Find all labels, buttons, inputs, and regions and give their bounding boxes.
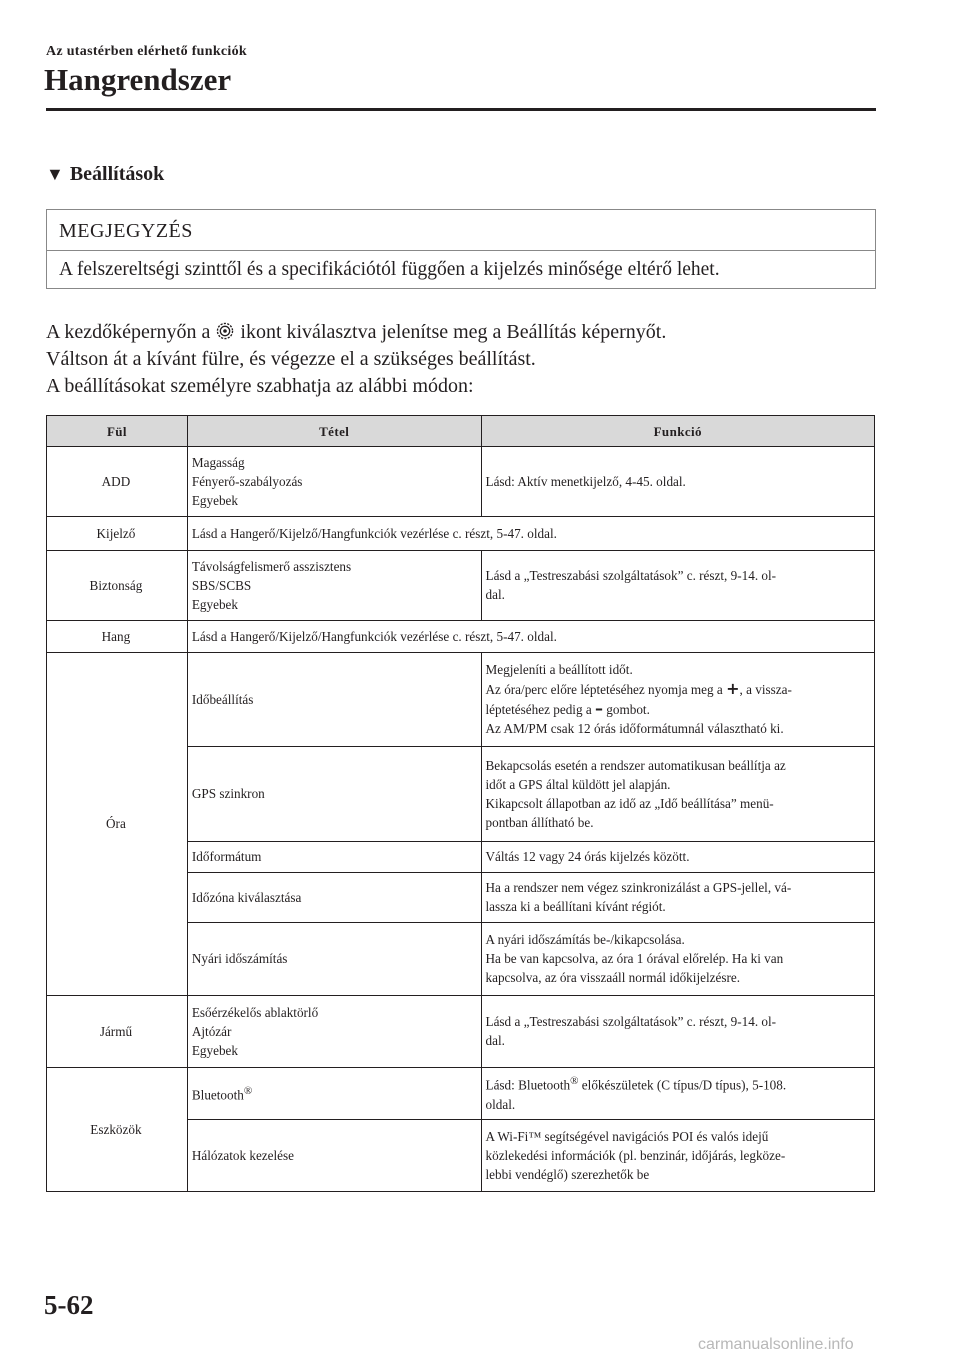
function-line: pontban állítható be. [485,814,594,830]
item-cell: Bluetooth® [187,1068,481,1120]
item-line: SBS/SCBS [191,577,252,593]
tab-cell-kijelzo: Kijelző [47,517,188,551]
function-line: időt a GPS által küldött jel alapján. [485,776,671,792]
table-row [47,447,875,517]
item-line: Fényerő-szabályozás [191,473,303,489]
intro-line-3: A beállításokat személyre szabhatja az alábbi módon: [46,375,474,397]
page-number: 5-62 [44,1290,94,1320]
chapter-label: Az utastérben elérhető funkciók [46,44,247,59]
function-line: lebbi vendéglő) szerezhetők be [485,1166,650,1182]
function-line: Bekapcsolás esetén a rendszer automatikusan beállítja az [485,757,786,773]
item-line: Magasság [191,454,245,470]
item-line: Távolságfelismerő asszisztens [191,558,352,574]
header-rule [46,108,876,111]
gear-icon [216,322,234,340]
function-line: léptetéséhez pedig a – gombot. [485,699,650,718]
function-cell [481,1120,874,1192]
section-heading [46,163,164,186]
function-line: Lásd a „Testreszabási szolgáltatások” c. részt, 9-14. ol- [485,568,777,583]
function-cell: Lásd: Aktív menetkijelző, 4-45. oldal. [481,447,874,517]
function-cell [481,873,874,923]
function-line: Lásd a „Testreszabási szolgáltatások” c. részt, 9-14. ol- [485,1014,777,1029]
registered-mark: ® [243,1084,253,1097]
item-line: Ajtózár [191,1023,232,1039]
function-cell [481,747,874,842]
function-cell [481,923,874,996]
function-line: Kikapcsolt állapotban az idő az „Idő beállítása” menü- [485,795,774,811]
minus-icon: – [595,699,603,718]
tab-cell-biztonsag: Biztonság [47,551,188,621]
note-text: A felszereltségi szinttől és a specifikációtól függően a kijelzés minősége eltérő lehet. [59,259,720,280]
function-line: Ha be van kapcsolva, az óra 1 órával előrelép. Ha ki van [485,951,784,966]
function-cell: Váltás 12 vagy 24 órás kijelzés között. [481,842,874,873]
item-line: Egyebek [191,1042,238,1058]
function-cell: Lásd a Hangerő/Kijelző/Hangfunkciók vezérlése c. részt, 5-47. oldal. [187,621,874,653]
function-line: dal. [485,1033,505,1048]
function-line: oldal. [485,1096,516,1112]
item-line: Esőérzékelős ablaktörlő [191,1004,319,1020]
function-cell [481,551,874,621]
item-cell [187,996,481,1068]
item-cell: Időformátum [187,842,481,873]
intro-line-1 [46,319,876,346]
intro-line-2: Váltson át a kívánt fülre, és végezze el a szükséges beállítást. [46,348,536,370]
function-line: A Wi-Fi™ segítségével navigációs POI és valós idejű [485,1128,769,1144]
function-line: Lásd: Bluetooth® előkészületek (C típus/D típus), 5-108. [485,1075,787,1093]
table-header-row [47,416,875,447]
item-cell [187,551,481,621]
page-title: Hangrendszer [44,62,232,97]
item-cell: Időbeállítás [187,653,481,747]
tab-cell-ora: Óra [47,653,188,996]
table-row [47,551,875,621]
settings-table [46,415,875,1192]
triangle-marker-icon: ▼ [46,164,64,184]
header-tetel: Tétel [187,416,481,447]
tab-cell-add: ADD [47,447,188,517]
intro-paragraph [46,319,876,400]
function-cell [481,996,874,1068]
item-cell: Hálózatok kezelése [187,1120,481,1192]
function-line: közlekedési információk (pl. benzinár, időjárás, legköze- [485,1147,786,1163]
plus-icon: + [726,679,740,698]
item-cell: Nyári időszámítás [187,923,481,996]
function-line: Megjeleníti a beállított időt. [485,662,633,677]
item-line: Egyebek [191,492,238,508]
watermark: carmanualsonline.info [698,1336,854,1353]
note-box [46,209,876,289]
tab-cell-hang: Hang [47,621,188,653]
item-cell [187,447,481,517]
tab-cell-eszkozok: Eszközök [47,1068,188,1192]
table-row [47,1068,875,1120]
function-line: dal. [485,587,505,602]
function-cell [481,653,874,747]
table-row [47,517,875,551]
section-title: Beállítások [69,163,165,185]
registered-mark: ® [570,1075,579,1088]
note-heading: MEGJEGYZÉS [47,210,875,251]
item-cell: GPS szinkron [187,747,481,842]
table-row [47,996,875,1068]
item-cell: Időzóna kiválasztása [187,873,481,923]
function-line: Ha a rendszer nem végez szinkronizálást a GPS-jellel, vá- [485,880,792,895]
item-line: Egyebek [191,596,238,612]
header-funkcio: Funkció [481,416,874,447]
table-row [47,653,875,747]
function-line: A nyári időszámítás be-/kikapcsolása. [485,932,685,947]
intro-line-1-end: ikont kiválasztva jelenítse meg a Beállítás képernyőt. [240,321,667,343]
function-line: Az óra/perc előre léptetéséhez nyomja meg a +, a vissza- [485,679,792,698]
intro-line-1-start: A kezdőképernyőn a [46,321,211,343]
function-cell [481,1068,874,1120]
table-row [47,621,875,653]
function-line: lassza ki a beállítani kívánt régiót. [485,899,666,914]
function-cell: Lásd a Hangerő/Kijelző/Hangfunkciók vezérlése c. részt, 5-47. oldal. [187,517,874,551]
tab-cell-jarmu: Jármű [47,996,188,1068]
function-line: Az AM/PM csak 12 órás időformátumnál választható ki. [485,721,784,736]
header-ful: Fül [47,416,188,447]
function-line: kapcsolva, az óra visszaáll normál időkijelzésre. [485,970,741,985]
